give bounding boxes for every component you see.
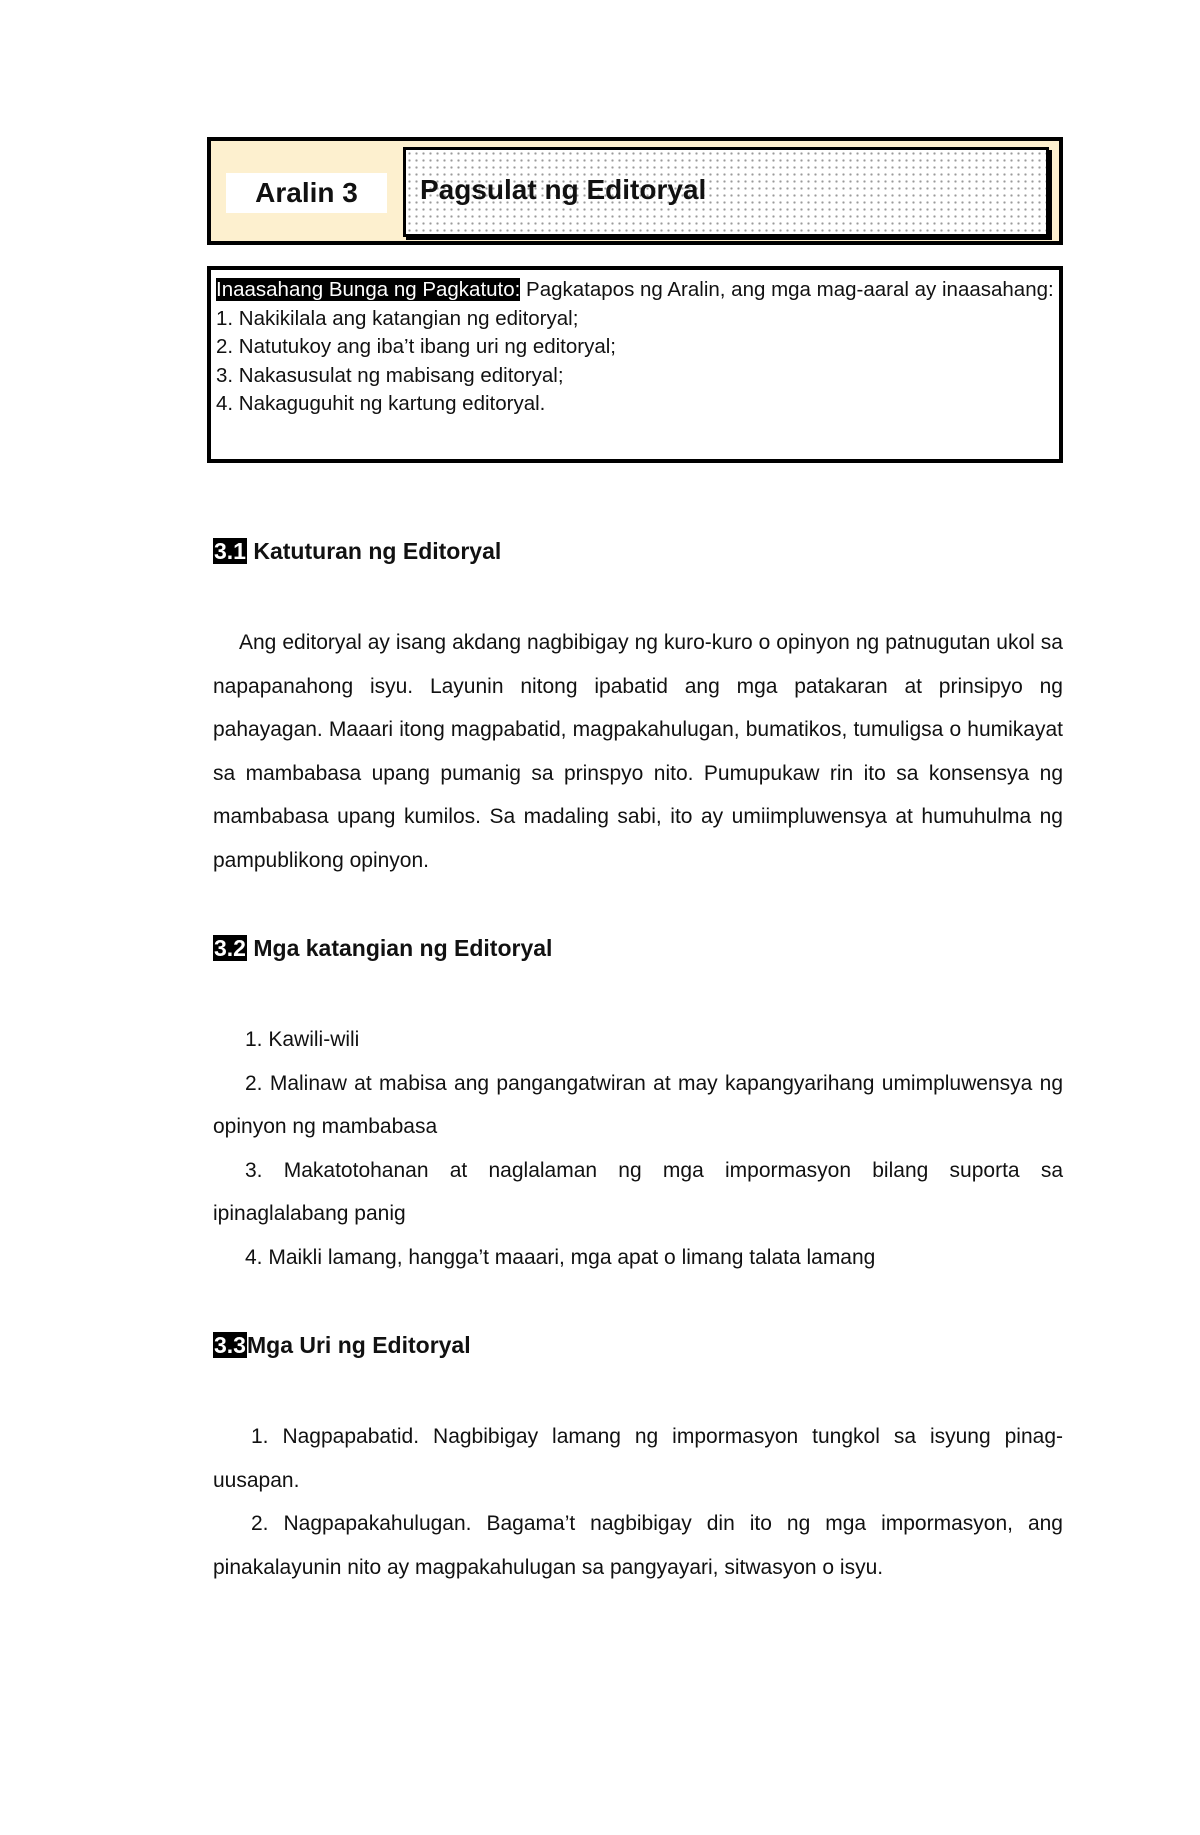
- section-number: 3.2: [214, 935, 246, 961]
- list-item: 2. Nagpapakahulugan. Bagama’t nagbibigay din ito ng mga impormasyon, ang pinakalayunin nito ay magpakahulugan sa pangyayari, sitwasyon o isyu.: [213, 1512, 1063, 1579]
- section-title: Mga Uri ng Editoryal: [246, 1332, 471, 1358]
- section-heading-uri: [213, 1332, 471, 1359]
- section-title: Mga katangian ng Editoryal: [246, 935, 553, 961]
- list-item: 3. Makatotohanan at naglalaman ng mga impormasyon bilang suporta sa ipinaglalabang panig: [213, 1158, 1063, 1225]
- objectives-intro-text: Pagkatapos ng Aralin, ang mga mag-aaral ay inaasahang:: [520, 278, 1054, 301]
- list-item: 4. Maikli lamang, hangga’t maaari, mga apat o limang talata lamang: [245, 1245, 876, 1269]
- objective-item: 3. Nakasusulat ng mabisang editoryal;: [216, 363, 564, 387]
- section-paragraph-katuturan: Ang editoryal ay isang akdang nagbibigay ng kuro-kuro o opinyon ng patnugutan ukol sa napapanahong isyu. Layunin nitong ipabatid ang mga patakaran at prinsipyo ng pahayagan. Maaari itong magpabatid, magpakahulugan, bumatikos, tumuligsa o humikayat sa mambabasa upang pumanig sa prinspyo nito. Pumupukaw rin ito sa konsensya ng mambabasa upang kumilos. Sa madaling sabi, ito ay umiimpluwensya at humuhulma ng pampublikong opinyon.: [213, 631, 1063, 872]
- lesson-title: Pagsulat ng Editoryal: [420, 174, 707, 205]
- objective-item: 2. Natutukoy ang iba’t ibang uri ng editoryal;: [216, 335, 617, 358]
- section-heading-katuturan: [213, 538, 501, 565]
- objectives-label: Inaasahang Bunga ng Pagkatuto:: [216, 278, 521, 301]
- objectives-intro: [216, 276, 1054, 305]
- learning-objectives-box: [207, 266, 1063, 463]
- section-number: 3.3: [214, 1332, 246, 1358]
- katangian-list: [213, 1018, 1063, 1279]
- section-number: 3.1: [214, 538, 246, 564]
- objective-item: 4. Nakaguguhit ng kartung editoryal.: [216, 392, 546, 415]
- lesson-header: [207, 137, 1063, 245]
- section-heading-katangian: [213, 935, 552, 962]
- lesson-title-box: [403, 147, 1049, 237]
- lesson-number: Aralin 3: [226, 173, 387, 213]
- section-title: Katuturan ng Editoryal: [246, 538, 502, 564]
- uri-list: [213, 1415, 1063, 1589]
- objective-item: 1. Nakikilala ang katangian ng editoryal;: [216, 306, 579, 330]
- list-item: 2. Malinaw at mabisa ang pangangatwiran at may kapangyarihang umimpluwensya ng opinyon ng mambabasa: [213, 1071, 1063, 1138]
- list-item: 1. Kawili-wili: [245, 1028, 360, 1051]
- list-item: 1. Nagpapabatid. Nagbibigay lamang ng impormasyon tungkol sa isyung pinag-uusapan.: [213, 1425, 1063, 1492]
